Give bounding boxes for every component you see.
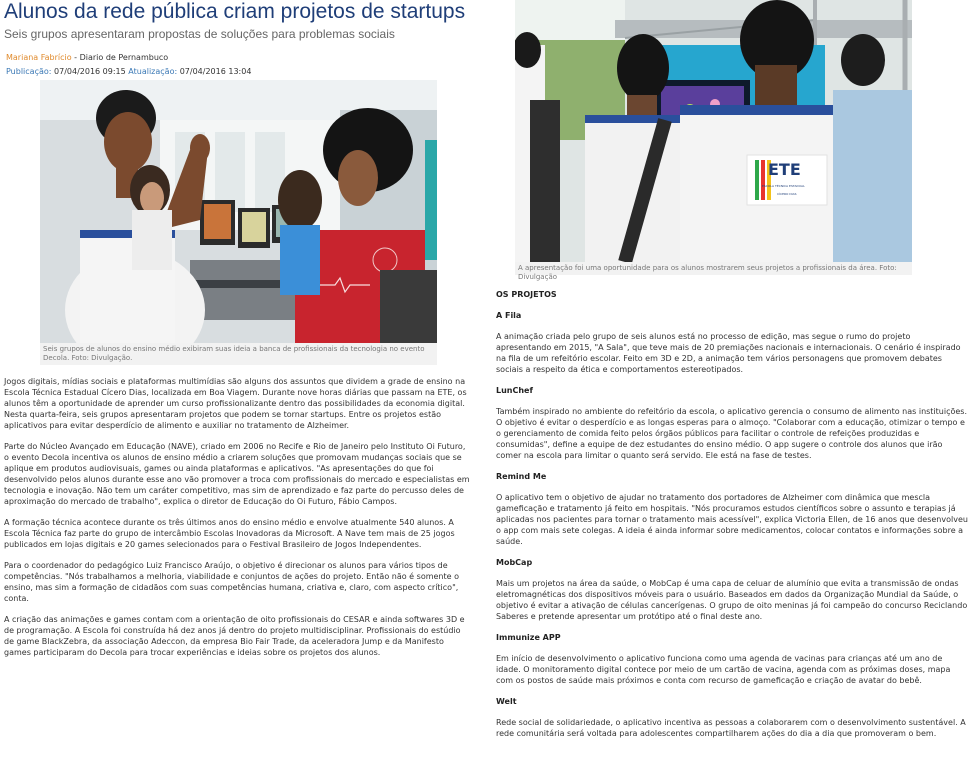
project-description: Em início de desenvolvimento o aplicativo funciona como uma agenda de vacinas para crianças até um ano de idade. O monitoramento digital contece por meio de um cartão de vacina, agenda com as próximas doses, mapa com os postos de saúde mais próximos e conta com recurso de gameficação e criação de avatar do bebê. bbox=[496, 654, 951, 685]
project-description: Mais um projetos na área da saúde, o MobCap é uma capa de celuar de alumínio que evita a transmissão de ondas eletromagnéticas dos dispositivos móveis para o usuário. Baseados em dados da Organização Mundial da Saúde, o objetivo é evitar a ativação de células cancerígenas. O grupo de oito meninas já foi campeão do concurso Reciclando Saberes e pretende apresentar um protótipo até o final deste ano. bbox=[496, 579, 968, 621]
shirt-school: ESCOLA TÉCNICA ESTADUAL bbox=[762, 184, 805, 188]
published-value: 07/04/2016 09:15 bbox=[54, 67, 126, 76]
project-description: A animação criada pelo grupo de seis alunos está no processo de edição, mas segue o rumo do projeto apresentando em 2015, "A Sala", que teve mais de 20 premiações nacionais e internacionais. O cenário é inspirado na fila de um refeitório escolar. Feito em 3D e 2D, a animação tem vários personagens que promovem debates sociais a respeito da ética e comportamentos estereotipados. bbox=[496, 332, 961, 374]
body-paragraph: A formação técnica acontece durante os três últimos anos do ensino médio e envolve atualmente 540 alunos. A Escola Técnica faz parte do grupo de intercâmbio Escolas Inovadoras da Microsoft. A Nave tem mais de 25 jogos publicados em lojas digitais e 20 games selecionados para o Festival Brasileiro de Jogos Independentes. bbox=[4, 518, 455, 549]
article-headline: Alunos da rede pública criam projetos de startups bbox=[4, 0, 466, 23]
photo-ete-students-booth bbox=[515, 0, 912, 262]
project-title: LunChef bbox=[496, 386, 533, 395]
publication-dates bbox=[6, 67, 251, 76]
project-title: A Fila bbox=[496, 311, 522, 320]
body-paragraph: Parte do Núcleo Avançado em Educação (NAVE), criado em 2006 no Recife e Rio de Janeiro pelo Instituto Oi Futuro, o evento Decola incentiva os alunos de ensino médio a criarem soluções que promovam mudanças sociais que se aplique em produtos audiovisuais, games ou ainda plataformas e aplicativos. "As apresentações do que foi desenvolvido pelos alunos durante esse ano vão promover a troca com profissionais do mercado e especialistas em tecnologia e inovação. Não tem um caráter competitivo, mas sim de aprendizado e faz parte do percusso deles de aproximação do mercado de trabalho", explica o diretor de Educação do Oi Futuro, Fábio Campos. bbox=[4, 442, 470, 506]
project-description: Rede social de solidariedade, o aplicativo incentiva as pessoas a colaborarem com o desenvolvimento sustentável. A rede comunitária será voltada para adolescentes compartilharem ações do dia a dia que promoveram o bem. bbox=[496, 718, 966, 738]
body-paragraph: Jogos digitais, mídias sociais e plataformas multimídias são alguns dos assuntos que dividem a grade de ensino na Escola Técnica Estadual Cícero Dias, localizada em Boa Viagem. Durante nove horas diárias que passam na ETE, os alunos têm a oportunidade de aprender um curso profissionalizante dentro das possibilidades da economia digital. Nesta quarta-feira, seis grupos apresentaram projetos que podem se tornar startups. Entre os projetos estão aplicativos para evitar desperdício de alimento e auxiliar no tratamento de Alzheimer. bbox=[4, 377, 467, 430]
photo-students-presenting bbox=[40, 80, 437, 343]
project-title: Remind Me bbox=[496, 472, 547, 481]
shirt-logo: ETE bbox=[768, 160, 801, 179]
body-paragraph: Para o coordenador do pedagógico Luiz Francisco Araújo, o objetivo é direcionar os alunos para vários tipos de competências. "Nós trabalhamos a melhoria, viabilidade e conjuntos de ações do projeto. Então não é somente o ensino, mas sim a formação de cidadãos com suas competências humana, criativa e, claro, com aspecto crítico", conta. bbox=[4, 561, 459, 603]
article-body-left bbox=[4, 376, 472, 668]
project-title: MobCap bbox=[496, 558, 533, 567]
author-link[interactable]: Mariana Fabrício bbox=[6, 53, 72, 62]
byline bbox=[6, 53, 168, 62]
body-paragraph: A criação das animações e games contam com a orientação de oito profissionais do CESAR e ainda softwares 3D e de programação. A Escola foi construída há dez anos já dentro do projeto multidisciplinar. Profissionais do estúdio de game BlackZebra, da associação Adeccon, da empresa Bio Fair Trade, da aceleradora Jump e da Manifesto games participaram do Decola para trocar experiências e ideias sobre os projetos dos alunos. bbox=[4, 615, 465, 657]
project-description: Também inspirado no ambiente do refeitório da escola, o aplicativo gerencia o consumo de alimento nas instituições. O objetivo é evitar o desperdício e as longas esperas para o almoço. "Colaborar com a educação, otimizar o tempo e o gerenciamento de comida feito pelos órgãos públicos para facilitar o controle de refeições produzidas e consumidas", define a equipe de dez estudantes do ensino médio. O app sugere o controle dos alunos que irão comer na escola para limitar o quanto será servido. Ele está na fase de testes. bbox=[496, 407, 968, 460]
shirt-name: CÍCERO DIAS bbox=[777, 192, 797, 196]
projects-section bbox=[496, 289, 968, 749]
photo-caption-left: Seis grupos de alunos do ensino médio exibiram suas ideia a banca de profissionais da tecnologia no evento Decola. Foto: Divulgação. bbox=[40, 343, 437, 365]
updated-label: Atualização: bbox=[128, 67, 178, 76]
byline-separator: - bbox=[71, 53, 80, 62]
projects-section-title: OS PROJETOS bbox=[496, 290, 557, 299]
project-description: O aplicativo tem o objetivo de ajudar no tratamento dos portadores de Alzheimer com dinâmica que mescla gameficação e tratamento já feito em hospitais. "Nós procuramos estudos científicos sobre o assunto e terapias já aplicadas nos pacientes para tornar o tratamento mais acessível", explica Victoria Ellen, de 16 anos que desenvolveu o app com mais sete colegas. A ideia é ainda informar sobre medicamentos, colocar contatos e informações sobre a saúde. bbox=[496, 493, 968, 546]
source-name: Diario de Pernambuco bbox=[79, 53, 169, 62]
project-title: Immunize APP bbox=[496, 633, 561, 642]
project-title: Welt bbox=[496, 697, 517, 706]
photo-caption-right: A apresentação foi uma oportunidade para os alunos mostrarem seus projetos a profissionais da área. Foto: Divulgação bbox=[515, 262, 912, 275]
photo-students-presenting-image bbox=[40, 80, 437, 343]
published-label: Publicação: bbox=[6, 67, 52, 76]
updated-value: 07/04/2016 13:04 bbox=[179, 67, 252, 76]
article-subtitle: Seis grupos apresentaram propostas de soluções para problemas sociais bbox=[4, 27, 395, 41]
photo-ete-students-booth-image bbox=[515, 0, 912, 262]
